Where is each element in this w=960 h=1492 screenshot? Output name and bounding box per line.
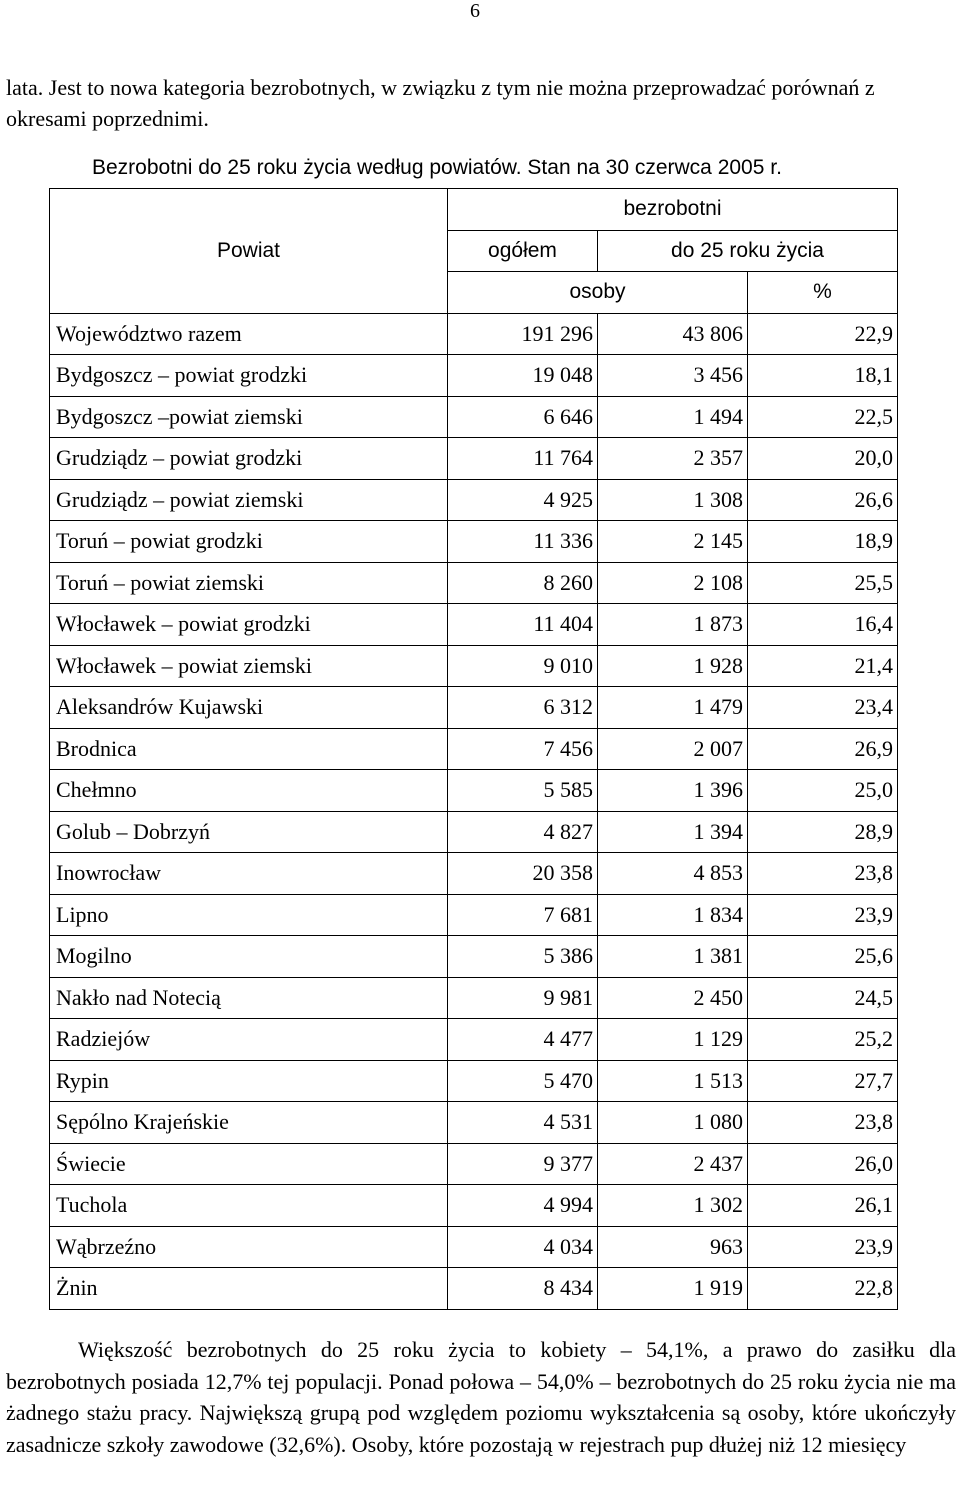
cell-percent: 26,6: [748, 479, 898, 521]
table-row: [50, 1226, 898, 1268]
cell-percent: 25,2: [748, 1019, 898, 1061]
cell-ogolem: 5 585: [448, 770, 598, 812]
table-row: [50, 728, 898, 770]
cell-percent: 28,9: [748, 811, 898, 853]
cell-do25: 963: [598, 1226, 748, 1268]
cell-percent: 20,0: [748, 438, 898, 480]
table-row: [50, 1019, 898, 1061]
cell-ogolem: 191 296: [448, 313, 598, 355]
cell-ogolem: 5 470: [448, 1060, 598, 1102]
cell-powiat-name: Sępólno Krajeńskie: [50, 1102, 448, 1144]
cell-percent: 16,4: [748, 604, 898, 646]
cell-powiat-name: Inowrocław: [50, 853, 448, 895]
table-row: [50, 1102, 898, 1144]
header-percent: %: [748, 272, 898, 314]
cell-percent: 18,1: [748, 355, 898, 397]
cell-do25: 2 145: [598, 521, 748, 563]
cell-powiat-name: Województwo razem: [50, 313, 448, 355]
cell-do25: 3 456: [598, 355, 748, 397]
cell-powiat-name: Brodnica: [50, 728, 448, 770]
cell-do25: 1 308: [598, 479, 748, 521]
unemployment-table: [49, 188, 898, 1310]
cell-percent: 25,6: [748, 936, 898, 978]
cell-ogolem: 8 260: [448, 562, 598, 604]
cell-ogolem: 6 312: [448, 687, 598, 729]
cell-do25: 1 381: [598, 936, 748, 978]
cell-do25: 2 450: [598, 977, 748, 1019]
table-row: [50, 521, 898, 563]
table-header: [50, 189, 898, 314]
cell-do25: 2 437: [598, 1143, 748, 1185]
summary-paragraph: Większość bezrobotnych do 25 roku życia to kobiety – 54,1%, a prawo do zasiłku dla bezrobotnych posiada 12,7% tej populacji. Ponad połowa – 54,0% – bezrobotnych do 25 roku życia nie ma żadnego stażu pracy. Największą grupą pod względem poziomu wykształcenia są osoby, które ukończyły zasadnicze szkoły zawodowe (32,6%). Osoby, które pozostają w rejestrach pup dłużej niż 12 miesięcy: [6, 1337, 956, 1457]
cell-powiat-name: Żnin: [50, 1268, 448, 1310]
cell-ogolem: 4 925: [448, 479, 598, 521]
header-osoby: osoby: [448, 272, 748, 314]
table-row: [50, 355, 898, 397]
cell-powiat-name: Grudziądz – powiat grodzki: [50, 438, 448, 480]
table-row: [50, 687, 898, 729]
cell-ogolem: 4 034: [448, 1226, 598, 1268]
cell-percent: 21,4: [748, 645, 898, 687]
cell-ogolem: 7 456: [448, 728, 598, 770]
cell-ogolem: 9 010: [448, 645, 598, 687]
cell-powiat-name: Toruń – powiat ziemski: [50, 562, 448, 604]
header-bezrobotni: bezrobotni: [448, 189, 898, 231]
cell-percent: 26,9: [748, 728, 898, 770]
cell-ogolem: 11 336: [448, 521, 598, 563]
cell-percent: 27,7: [748, 1060, 898, 1102]
cell-percent: 22,5: [748, 396, 898, 438]
cell-powiat-name: Mogilno: [50, 936, 448, 978]
cell-percent: 26,1: [748, 1185, 898, 1227]
cell-do25: 1 919: [598, 1268, 748, 1310]
cell-percent: 25,0: [748, 770, 898, 812]
cell-do25: 1 129: [598, 1019, 748, 1061]
cell-ogolem: 7 681: [448, 894, 598, 936]
table-row: [50, 894, 898, 936]
table-row: [50, 438, 898, 480]
cell-ogolem: 11 404: [448, 604, 598, 646]
cell-powiat-name: Aleksandrów Kujawski: [50, 687, 448, 729]
cell-do25: 1 396: [598, 770, 748, 812]
cell-percent: 23,4: [748, 687, 898, 729]
table-row: [50, 811, 898, 853]
table-row: [50, 936, 898, 978]
cell-powiat-name: Grudziądz – powiat ziemski: [50, 479, 448, 521]
cell-powiat-name: Wąbrzeźno: [50, 1226, 448, 1268]
cell-powiat-name: Nakło nad Notecią: [50, 977, 448, 1019]
cell-percent: 26,0: [748, 1143, 898, 1185]
intro-paragraph: lata. Jest to nowa kategoria bezrobotnych, w związku z tym nie można przeprowadzać porównań z okresami poprzednimi.: [6, 75, 875, 131]
cell-percent: 23,9: [748, 894, 898, 936]
cell-percent: 24,5: [748, 977, 898, 1019]
table-row: [50, 313, 898, 355]
header-do25: do 25 roku życia: [598, 230, 898, 272]
cell-ogolem: 4 827: [448, 811, 598, 853]
cell-powiat-name: Tuchola: [50, 1185, 448, 1227]
cell-do25: 1 928: [598, 645, 748, 687]
table-row: [50, 977, 898, 1019]
cell-do25: 1 302: [598, 1185, 748, 1227]
cell-do25: 2 108: [598, 562, 748, 604]
cell-do25: 1 479: [598, 687, 748, 729]
cell-percent: 18,9: [748, 521, 898, 563]
cell-powiat-name: Świecie: [50, 1143, 448, 1185]
table-row: [50, 604, 898, 646]
cell-ogolem: 19 048: [448, 355, 598, 397]
table-row: [50, 1268, 898, 1310]
cell-do25: 2 007: [598, 728, 748, 770]
cell-do25: 1 080: [598, 1102, 748, 1144]
cell-ogolem: 5 386: [448, 936, 598, 978]
cell-ogolem: 11 764: [448, 438, 598, 480]
table-caption: Bezrobotni do 25 roku życia według powiatów. Stan na 30 czerwca 2005 r.: [92, 156, 782, 179]
cell-percent: 22,8: [748, 1268, 898, 1310]
header-ogolem: ogółem: [448, 230, 598, 272]
cell-do25: 1 494: [598, 396, 748, 438]
cell-ogolem: 20 358: [448, 853, 598, 895]
cell-percent: 25,5: [748, 562, 898, 604]
cell-ogolem: 4 477: [448, 1019, 598, 1061]
cell-ogolem: 8 434: [448, 1268, 598, 1310]
cell-ogolem: 9 981: [448, 977, 598, 1019]
cell-powiat-name: Lipno: [50, 894, 448, 936]
cell-do25: 1 513: [598, 1060, 748, 1102]
table-row: [50, 645, 898, 687]
cell-powiat-name: Rypin: [50, 1060, 448, 1102]
table-row: [50, 562, 898, 604]
cell-percent: 22,9: [748, 313, 898, 355]
cell-do25: 2 357: [598, 438, 748, 480]
table-row: [50, 479, 898, 521]
cell-powiat-name: Bydgoszcz – powiat grodzki: [50, 355, 448, 397]
table-row: [50, 1185, 898, 1227]
cell-ogolem: 6 646: [448, 396, 598, 438]
cell-percent: 23,9: [748, 1226, 898, 1268]
cell-percent: 23,8: [748, 853, 898, 895]
cell-powiat-name: Toruń – powiat grodzki: [50, 521, 448, 563]
table-row: [50, 770, 898, 812]
table-row: [50, 396, 898, 438]
cell-ogolem: 4 531: [448, 1102, 598, 1144]
cell-powiat-name: Radziejów: [50, 1019, 448, 1061]
cell-do25: 1 394: [598, 811, 748, 853]
cell-powiat-name: Włocławek – powiat grodzki: [50, 604, 448, 646]
cell-do25: 43 806: [598, 313, 748, 355]
cell-do25: 4 853: [598, 853, 748, 895]
cell-powiat-name: Bydgoszcz –powiat ziemski: [50, 396, 448, 438]
cell-powiat-name: Włocławek – powiat ziemski: [50, 645, 448, 687]
cell-powiat-name: Golub – Dobrzyń: [50, 811, 448, 853]
table-row: [50, 1143, 898, 1185]
header-row-1: [50, 189, 898, 231]
table-row: [50, 1060, 898, 1102]
page-number: 6: [470, 0, 480, 22]
table-row: [50, 853, 898, 895]
table-body: [50, 313, 898, 1309]
header-powiat: Powiat: [50, 189, 448, 314]
cell-percent: 23,8: [748, 1102, 898, 1144]
cell-ogolem: 9 377: [448, 1143, 598, 1185]
cell-powiat-name: Chełmno: [50, 770, 448, 812]
cell-do25: 1 834: [598, 894, 748, 936]
cell-ogolem: 4 994: [448, 1185, 598, 1227]
cell-do25: 1 873: [598, 604, 748, 646]
